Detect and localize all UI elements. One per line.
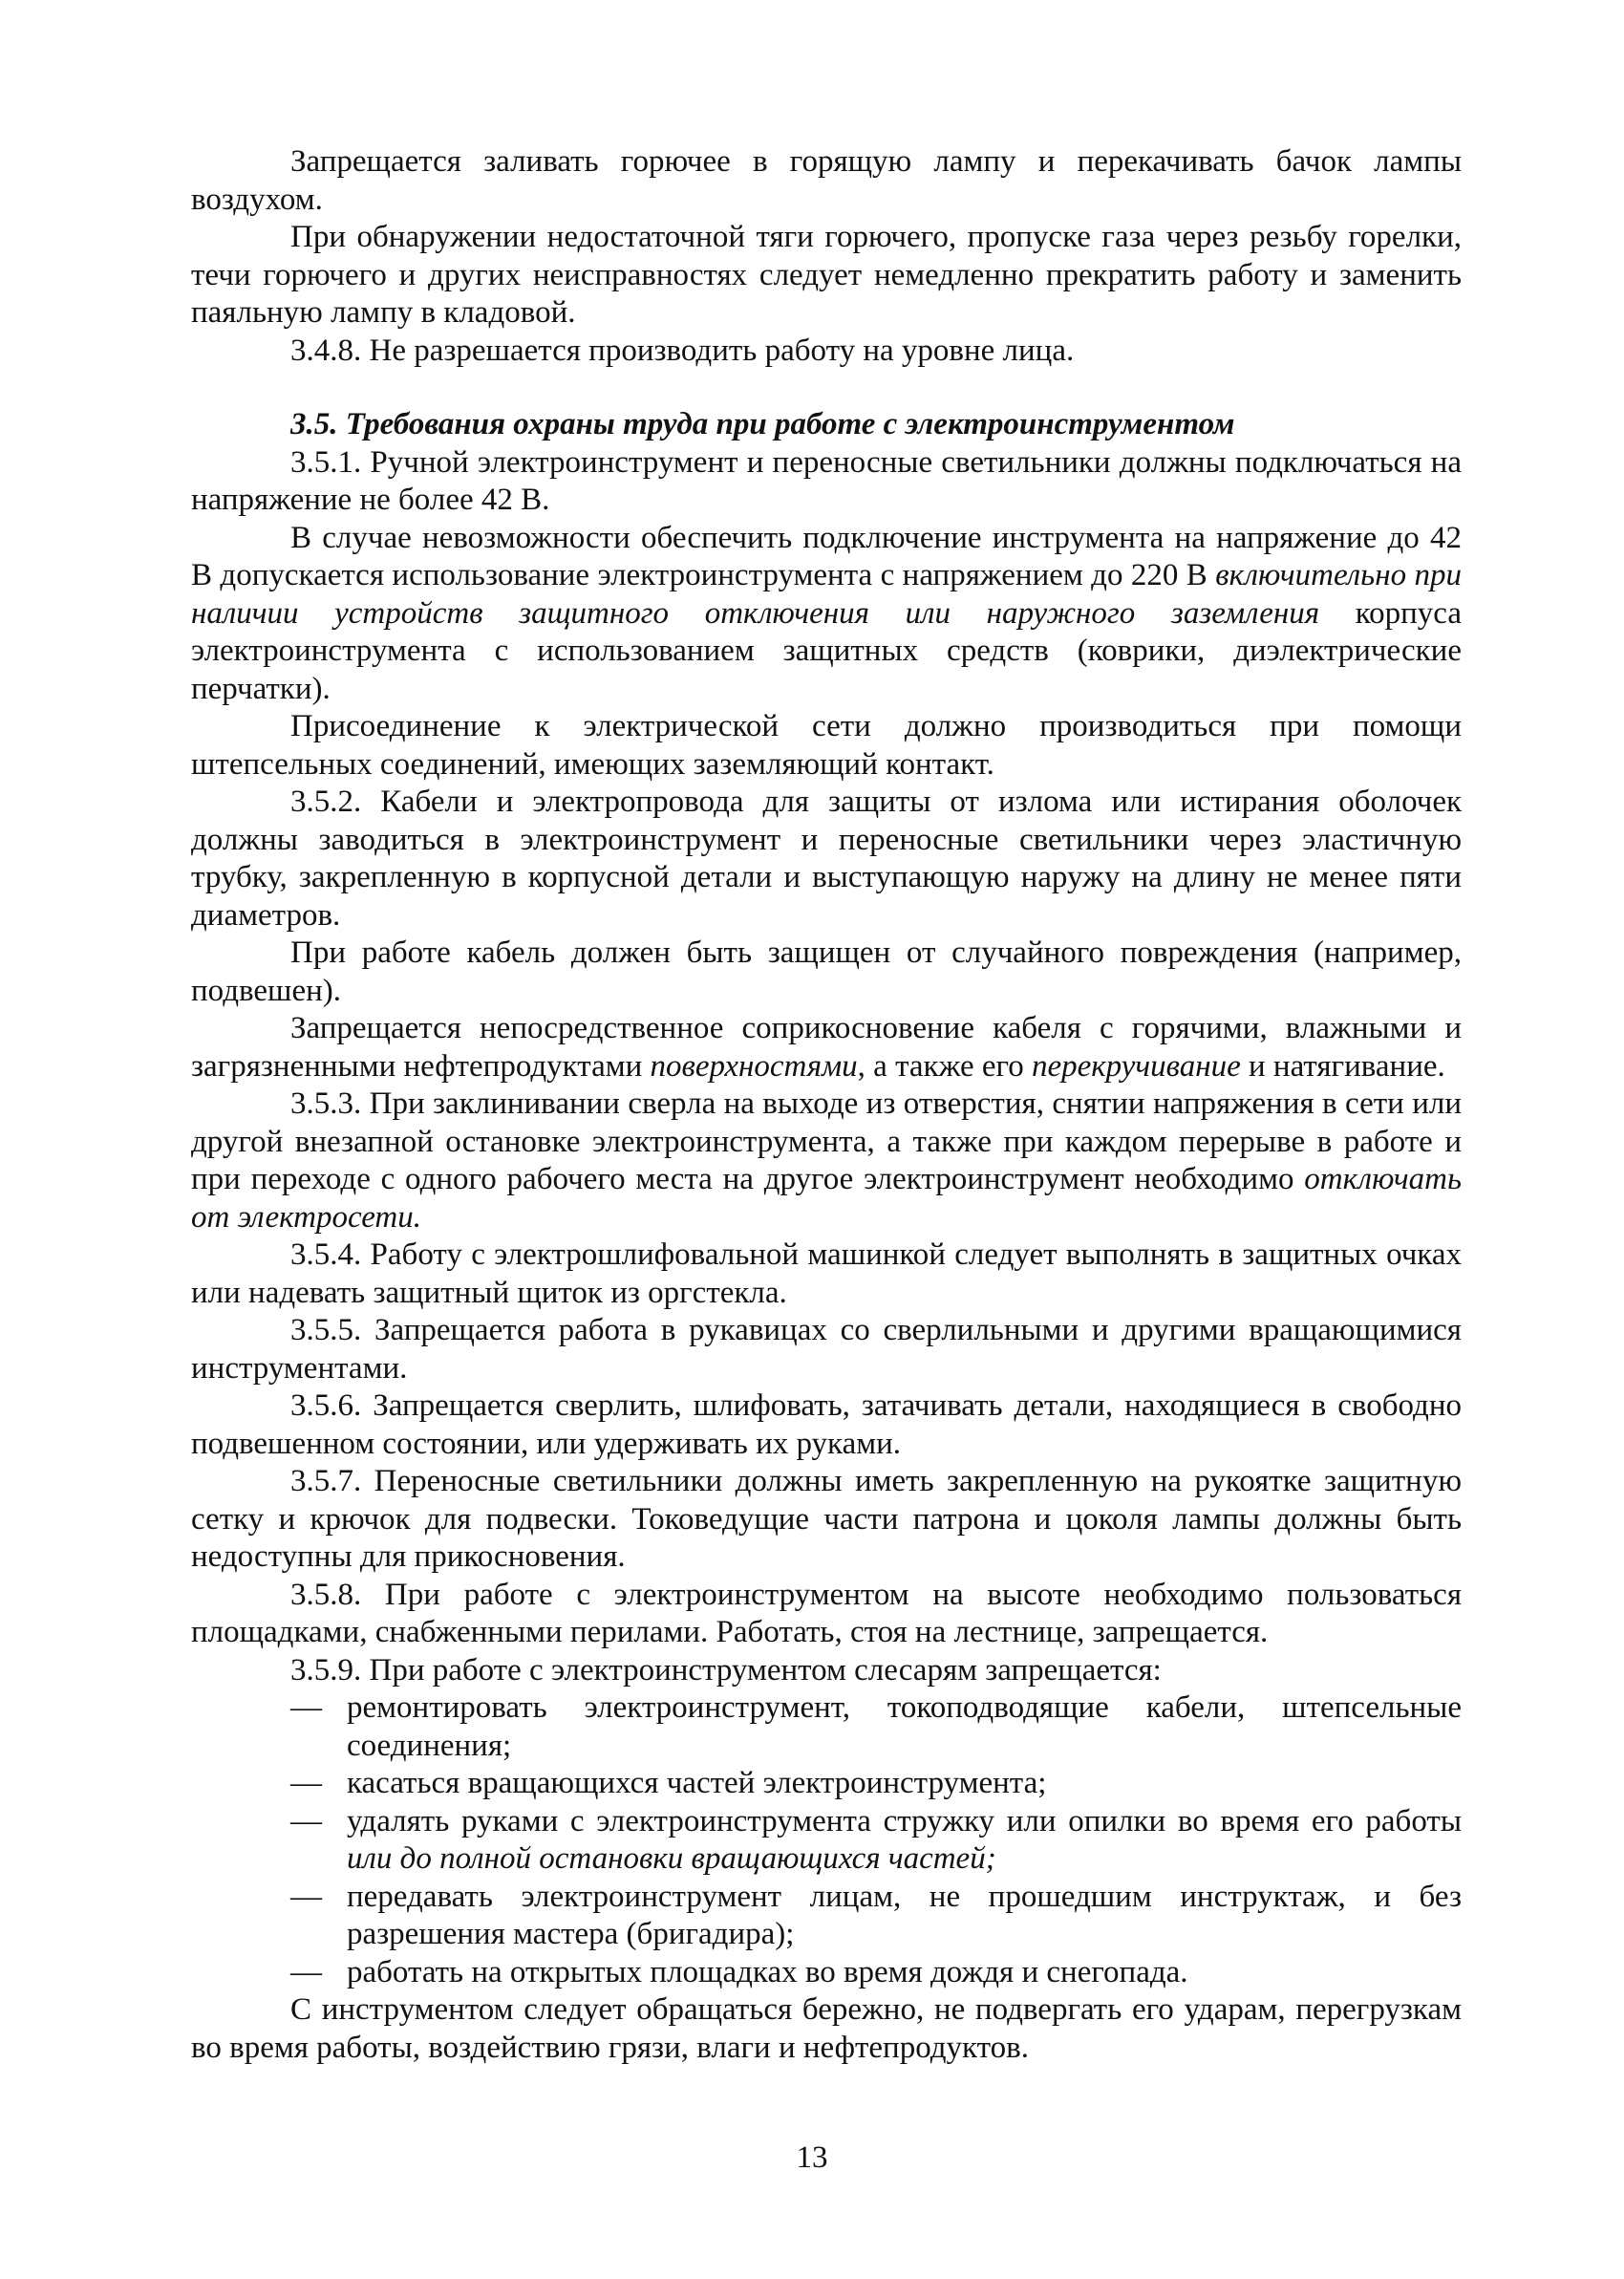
paragraph: 3.5.7. Переносные светильники должны иметь закрепленную на рукоятке защитную сетку и крючок для подвески. Токоведущие части патрона и цоколя лампы должны быть недоступны для прикосновения. xyxy=(191,1464,1462,1574)
text-run: корпуса электроинструмента с использованием защитных средств (коврики, диэлектрические перчатки). xyxy=(191,595,1463,706)
paragraph: 3.5.9. При работе с электроинструментом слесарям запрещается: xyxy=(290,1652,1162,1688)
list-item xyxy=(191,1879,1462,1954)
italic-text-run: или до полной остановки вращающихся частей; xyxy=(347,1841,996,1876)
paragraph: 3.5.2. Кабели и электропровода для защиты от излома или истирания оболочек должны заводиться в электроинструмент и переносные светильники через эластичную трубку, закрепленную в корпусной детали и выступающую наружу на длину не менее пяти диаметров. xyxy=(191,785,1462,933)
paragraph: Присоединение к электрической сети должно производиться при помощи штепсельных соединений, имеющих заземляющий контакт. xyxy=(191,709,1462,782)
paragraph: 3.5.6. Запрещается сверлить, шлифовать, затачивать детали, находящиеся в свободно подвешенном состоянии, или удерживать их руками. xyxy=(191,1388,1462,1461)
list-item-text: передавать электроинструмент лицам, не прошедшим инструктаж, и без разрешения мастера (бригадира); xyxy=(347,1879,1462,1951)
prohibition-list xyxy=(191,1689,1462,1991)
italic-text-run: включительно при наличии устройств защитного отключения или наружного заземления xyxy=(191,558,1462,631)
page-body xyxy=(191,143,1462,2067)
paragraph: 3.5.8. При работе с электроинструментом на высоте необходимо пользоваться площадками, снабженными перилами. Работать, стоя на лестнице, запрещается. xyxy=(191,1577,1462,1649)
list-item xyxy=(191,1803,1462,1879)
list-item-text: работать на открытых площадках во время дождя и снегопада. xyxy=(347,1954,1188,1989)
list-item xyxy=(191,1954,1462,1992)
paragraph: С инструментом следует обращаться бережно, не подвергать его ударам, перегрузкам во время работы, воздействию грязи, влаги и нефтепродуктов. xyxy=(191,1992,1462,2065)
paragraph xyxy=(191,520,1462,709)
paragraph: 3.4.8. Не разрешается производить работу на уровне лица. xyxy=(290,333,1075,368)
paragraph: 3.5.1. Ручной электроинструмент и переносные светильники должны подключаться на напряжение не более 42 В. xyxy=(191,444,1462,517)
dash-bullet: — xyxy=(290,1766,322,1800)
paragraph: 3.5.5. Запрещается работа в рукавицах со сверлильными и другими вращающимися инструментами. xyxy=(191,1313,1462,1386)
text-run: Запрещается непосредственное соприкосновение кабеля с горячими, влажными и загрязненными нефтепродуктами xyxy=(191,1011,1462,1084)
text-run: 3.5.3. При заклинивании сверла на выходе из отверстия, снятии напряжения в сети или другой внезапной остановке электроинструмента, а также при каждом перерыве в работе и при переходе с одного рабочего места на другое электроинструмент необходимо xyxy=(191,1086,1462,1196)
text-run: и натягивание. xyxy=(1240,1048,1445,1084)
list-item-text: удалять руками с электроинструмента стружку или опилки во время его работы xyxy=(347,1803,1462,1838)
dash-bullet: — xyxy=(290,1690,322,1725)
text-run: В случае невозможности обеспечить подключение инструмента на напряжение до 42 В допускается использование электроинструмента с напряжением до 220 В xyxy=(191,520,1462,592)
list-item-text: ремонтировать электроинструмент, токоподводящие кабели, штепсельные соединения; xyxy=(347,1690,1462,1763)
text-run: , а также его xyxy=(857,1048,1032,1084)
paragraph xyxy=(191,1086,1462,1236)
dash-bullet: — xyxy=(290,1879,322,1914)
paragraph xyxy=(191,1010,1462,1086)
paragraph: При работе кабель должен быть защищен от случайного повреждения (например, подвешен). xyxy=(191,935,1462,1008)
paragraph: При обнаружении недостаточной тяги горючего, пропуске газа через резьбу горелки, течи горючего и других неисправностях следует немедленно прекратить работу и заменить паяльную лампу в кладовой. xyxy=(191,220,1462,330)
page-number: 13 xyxy=(796,2140,828,2175)
list-item xyxy=(191,1765,1462,1803)
paragraph: 3.5.4. Работу с электрошлифовальной машинкой следует выполнять в защитных очках или надевать защитный щиток из оргстекла. xyxy=(191,1237,1462,1310)
dash-bullet: — xyxy=(290,1803,322,1838)
list-item-text: касаться вращающихся частей электроинструмента; xyxy=(347,1766,1047,1800)
list-item xyxy=(191,1689,1462,1765)
italic-text-run: поверхностями xyxy=(650,1048,858,1084)
dash-bullet: — xyxy=(290,1954,322,1989)
italic-text-run: перекручивание xyxy=(1031,1048,1241,1084)
paragraph: Запрещается заливать горючее в горящую лампу и перекачивать бачок лампы воздухом. xyxy=(191,144,1462,217)
italic-text-run: отключать от электросети. xyxy=(191,1162,1462,1235)
section-heading: 3.5. Требования охраны труда при работе с электроинструментом xyxy=(290,407,1235,441)
